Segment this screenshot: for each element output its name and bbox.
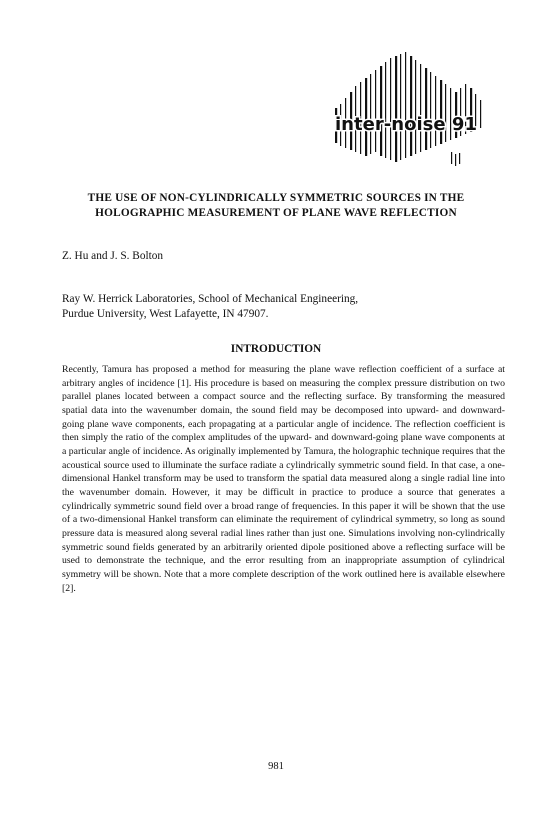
logo-bar <box>405 52 406 158</box>
logo-bars <box>335 52 481 166</box>
logo-bar <box>385 62 386 158</box>
page-number: 981 <box>268 761 284 772</box>
logo-bar <box>480 100 481 128</box>
inter-noise-logo <box>325 48 495 168</box>
affiliation-line-1: Ray W. Herrick Laboratories, School of Mechanical Engineering, <box>62 293 359 305</box>
paper-title <box>40 191 512 221</box>
authors: Z. Hu and J. S. Bolton <box>62 250 164 262</box>
affiliation-line-2: Purdue University, West Lafayette, IN 47907. <box>62 308 269 320</box>
logo-bar <box>390 58 391 160</box>
logo-bar <box>430 72 431 148</box>
logo-bar <box>410 56 412 156</box>
logo-bar <box>425 68 427 150</box>
section-heading: INTRODUCTION <box>230 343 322 355</box>
logo-bar <box>435 76 436 146</box>
logo-bar <box>400 54 401 160</box>
logo-text: inter-noise 91 <box>335 114 477 135</box>
logo-bar <box>420 64 421 152</box>
logo-bar <box>415 60 416 154</box>
title-line-1: THE USE OF NON-CYLINDRICALLY SYMMETRIC SOURCES IN THE <box>87 192 465 204</box>
title-line-2: HOLOGRAPHIC MEASUREMENT OF PLANE WAVE REFLECTION <box>95 207 457 219</box>
logo-bar <box>380 66 382 156</box>
logo-bar <box>375 70 376 152</box>
affiliation <box>62 292 358 322</box>
logo-bar <box>395 56 397 162</box>
logo-bar <box>455 154 456 166</box>
logo-bar <box>451 152 452 164</box>
logo-bar <box>459 153 460 164</box>
body-paragraph: Recently, Tamura has proposed a method for measuring the plane wave reflection coefficient of a surface at arbitrary angles of incidence [1]. His procedure is based on measuring the complex pressure distribution on two parallel planes located between a compact source and the reflecting surface. By transforming the measured spatial data into the wavenumber domain, the sound field may be decomposed into upward- and downward-going plane wave components, each propagating at a particular angle of incidence. The reflection coefficient is then simply the ratio of the complex amplitudes of the upward- and downward-going plane wave components at a particular angle of incidence. As originally implemented by Tamura, the holographic technique requires that the acoustical source used to illuminate the surface radiate a cylindrically symmetric sound field. In that case, a one-dimensional Hankel transform may be used to transform the spatial data measured along a single radial line into the wavenumber domain. However, it may be difficult in practice to produce a source that generates a cylindrically symmetric sound field over a broad range of frequencies. In this paper it will be shown that the use of a two-dimensional Hankel transform can eliminate the requirement of cylindrical symmetry, so long as sound pressure data is measured along several radial lines rather than just one. Simulations involving non-cylindrically symmetric sound fields generated by an arbitrarily oriented dipole positioned above a reflecting surface will be used to demonstrate the technique, and the error resulting from an inappropriate assumption of cylindrical symmetry will be shown. Note that a more complete description of the work outlined here is available elsewhere [2]. <box>62 364 505 594</box>
